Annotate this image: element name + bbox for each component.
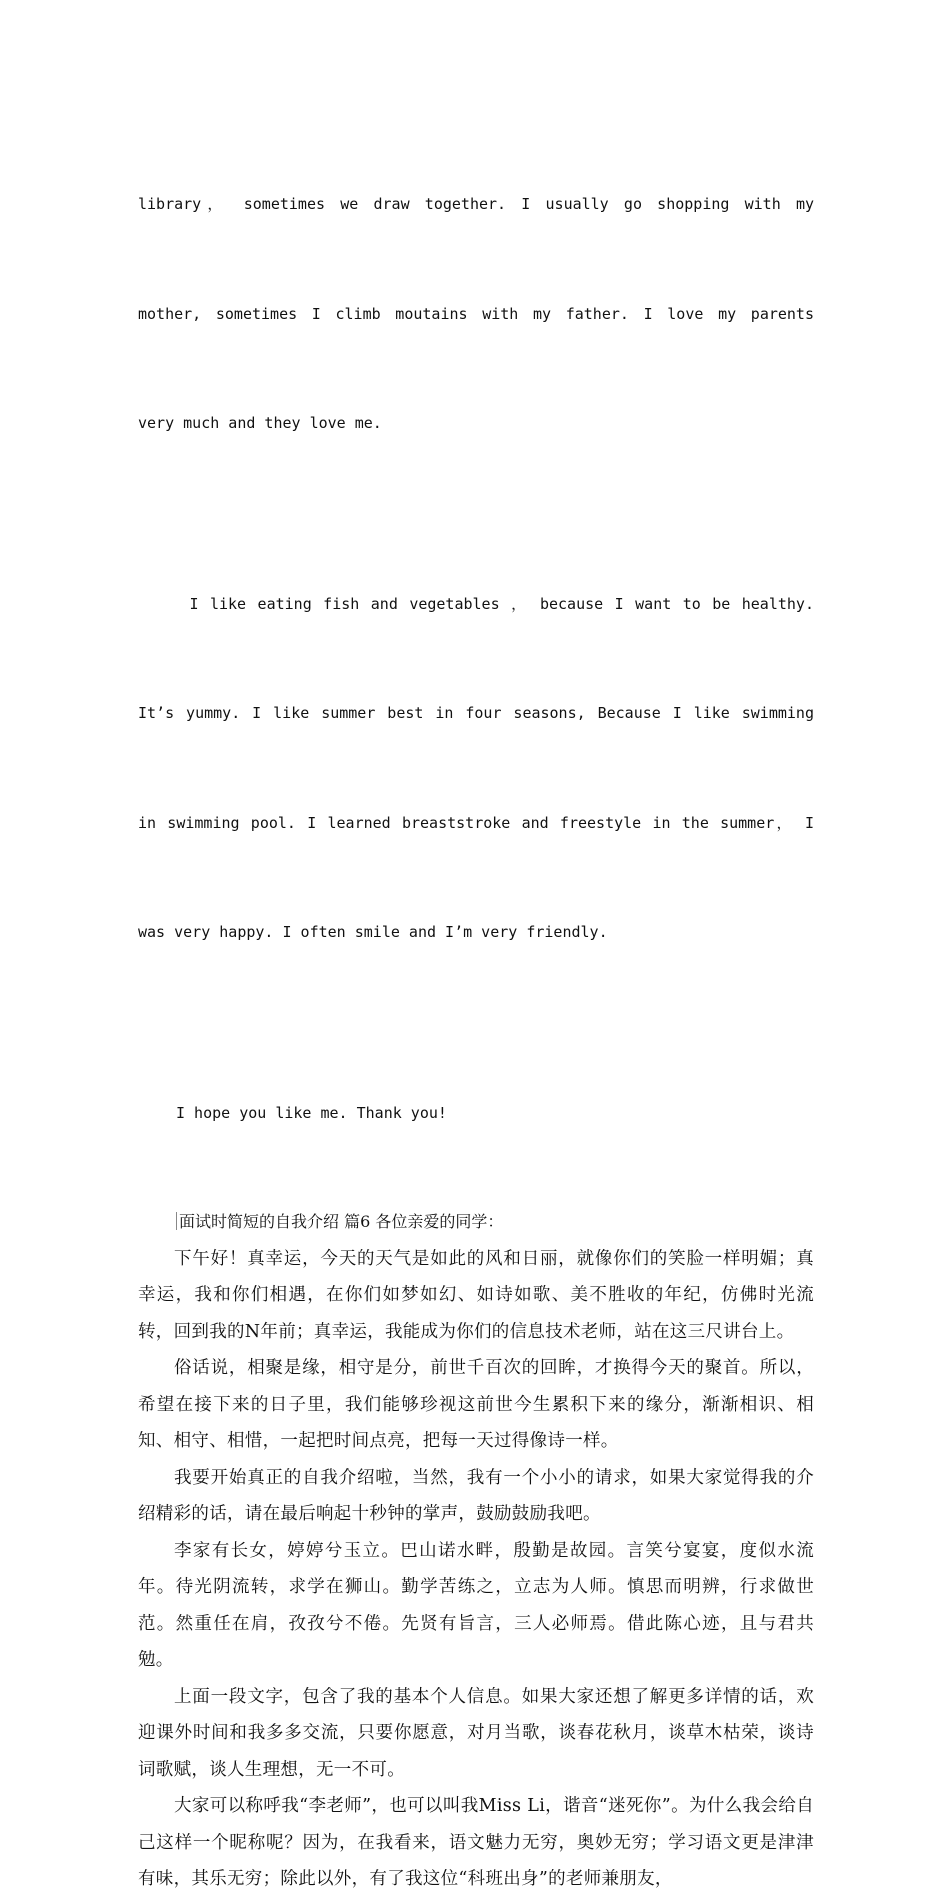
text-line: I like eating fish and vegetables ， because I want to be healthy. [178, 594, 814, 613]
text-line: was very happy. I often smile and I’m very friendly. [138, 923, 608, 941]
text-cursor-bar [176, 1212, 177, 1230]
section-heading-text: 面试时简短的自我介绍 篇6 各位亲爱的同学： [179, 1212, 504, 1231]
section-heading [138, 1204, 814, 1241]
chinese-paragraph: 李家有长女，婷婷兮玉立。巴山诺水畔，殷勤是故园。言笑兮宴宴，度似水流年。待光阴流转，求学在狮山。勤学苦练之，立志为人师。慎思而明辨，行求做世范。然重任在肩，孜孜兮不倦。先贤有旨言，三人必师焉。借此陈心迹，且与君共勉。 [138, 1540, 814, 1670]
chinese-paragraph: 大家可以称呼我“李老师”，也可以叫我Miss Li，谐音“迷死你”。为什么我会给自己这样一个昵称呢？因为，在我看来，语文魅力无穷，奥妙无穷；学习语文更是津津有味，其乐无穷；除此以外，有了我这位“科班出身”的老师兼朋友， [138, 1796, 814, 1889]
text-line: library， sometimes we draw together. I usually go shopping with my [138, 195, 814, 213]
english-paragraph-3 [138, 1022, 814, 1205]
english-paragraph-2 [138, 513, 814, 1024]
chinese-paragraph: 上面一段文字，包含了我的基本个人信息。如果大家还想了解更多详情的话，欢迎课外时间和我多多交流，只要你愿意，对月当歌，谈春花秋月，谈草木枯荣，谈诗词歌赋，谈人生理想，无一不可。 [138, 1686, 814, 1780]
chinese-paragraph: 下午好！真幸运，今天的天气是如此的风和日丽，就像你们的笑脸一样明媚；真幸运，我和你们相遇，在你们如梦如幻、如诗如歌、美不胜收的年纪，仿佛时光流转，回到我的N年前；真幸运，我能成为你们的信息技术老师，站在这三尺讲台上。 [138, 1248, 814, 1342]
chinese-paragraph: 我要开始真正的自我介绍啦，当然，我有一个小小的请求，如果大家觉得我的介绍精彩的话，请在最后响起十秒钟的掌声，鼓励鼓励我吧。 [138, 1467, 814, 1524]
document-body [138, 113, 814, 1898]
text-line: I hope you like me. Thank you! [176, 1103, 447, 1122]
text-line: mother, sometimes I climb moutains with my father. I love my parents [138, 304, 814, 323]
text-line: in swimming pool. I learned breaststroke and freestyle in the summer， I [138, 813, 814, 832]
text-line: very much and they love me. [138, 414, 382, 432]
text-line: It’s yummy. I like summer best in four seasons, Because I like swimming [138, 704, 814, 722]
english-paragraph-1 [138, 113, 814, 515]
chinese-paragraph: 俗话说，相聚是缘，相守是分，前世千百次的回眸，才换得今天的聚首。所以，希望在接下来的日子里，我们能够珍视这前世今生累积下来的缘分，渐渐相识、相知、相守、相惜，一起把时间点亮，把每一天过得像诗一样。 [138, 1358, 814, 1451]
